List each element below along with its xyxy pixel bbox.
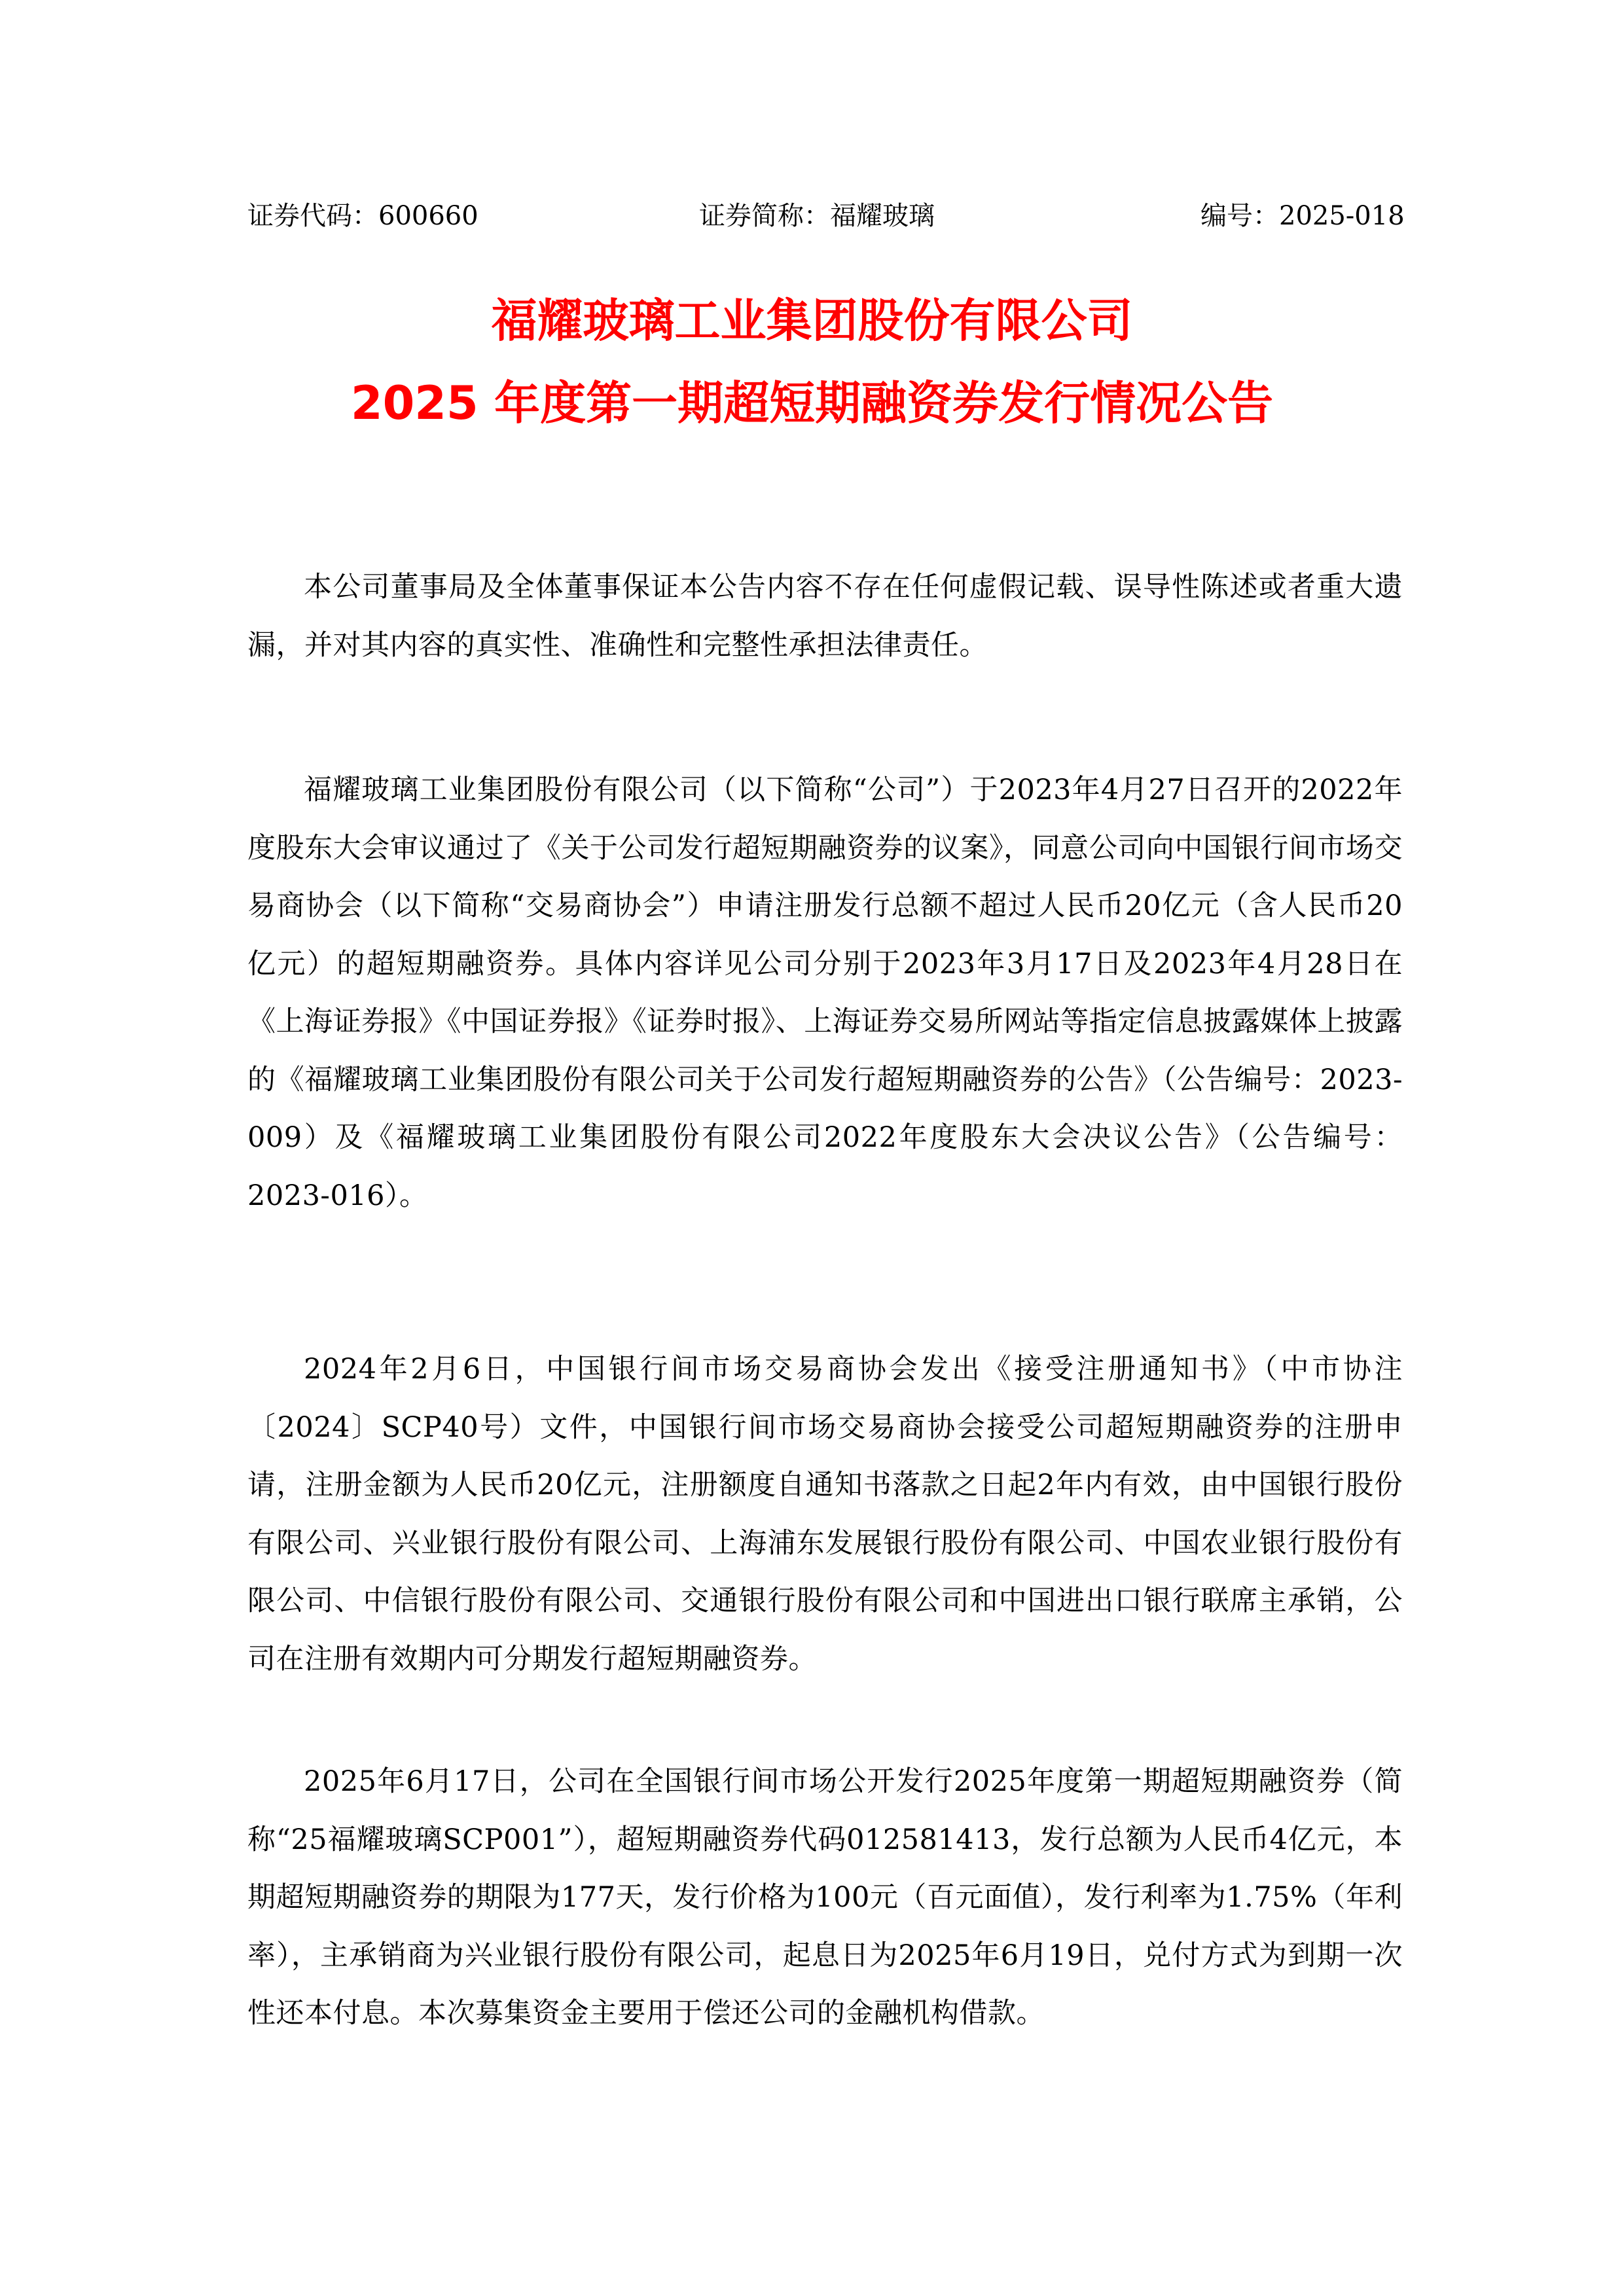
announcement-title: 2025 年度第一期超短期融资券发行情况公告 bbox=[350, 376, 1274, 430]
stock-code: 证券代码：600660 bbox=[247, 201, 478, 231]
document-header bbox=[247, 196, 1405, 236]
document-number: 编号：2025-018 bbox=[1200, 201, 1405, 231]
company-name-title: 福耀玻璃工业集团股份有限公司 bbox=[491, 294, 1133, 348]
stock-abbreviation: 证券简称：福耀玻璃 bbox=[699, 201, 935, 231]
registration-paragraph: 2024年2月6日，中国银行间市场交易商协会发出《接受注册通知书》（中市协注〔2024〕SCP40号）文件，中国银行间市场交易商协会接受公司超短期融资券的注册申请，注册金额为人民币20亿元，注册额度自通知书落款之日起2年内有效，由中国银行股份有限公司、兴业银行股份有限公司、上海浦东发展银行股份有限公司、中国农业银行股份有限公司、中信银行股份有限公司、交通银行股份有限公司和中国进出口银行联席主承销，公司在注册有效期内可分期发行超短期融资券。 bbox=[247, 1353, 1403, 1676]
disclaimer-paragraph: 本公司董事局及全体董事保证本公告内容不存在任何虚假记载、误导性陈述或者重大遗漏，并对其内容的真实性、准确性和完整性承担法律责任。 bbox=[247, 571, 1403, 662]
issuance-details-paragraph: 2025年6月17日，公司在全国银行间市场公开发行2025年度第一期超短期融资券（简称“25福耀玻璃SCP001”），超短期融资券代码012581413，发行总额为人民币4亿元，本期超短期融资券的期限为177天，发行价格为100元（百元面值），发行利率为1.75%（年利率），主承销商为兴业银行股份有限公司，起息日为2025年6月19日，兑付方式为到期一次性还本付息。本次募集资金主要用于偿还公司的金融机构借款。 bbox=[247, 1765, 1403, 2030]
background-paragraph: 福耀玻璃工业集团股份有限公司（以下简称“公司”）于2023年4月27日召开的2022年度股东大会审议通过了《关于公司发行超短期融资券的议案》，同意公司向中国银行间市场交易商协会（以下简称“交易商协会”）申请注册发行总额不超过人民币20亿元（含人民币20亿元）的超短期融资券。具体内容详见公司分别于2023年3月17日及2023年4月28日在《上海证券报》《中国证券报》《证券时报》、上海证券交易所网站等指定信息披露媒体上披露的《福耀玻璃工业集团股份有限公司关于公司发行超短期融资券的公告》（公告编号：2023-009）及《福耀玻璃工业集团股份有限公司2022年度股东大会决议公告》（公告编号：2023-016）。 bbox=[247, 774, 1403, 1212]
